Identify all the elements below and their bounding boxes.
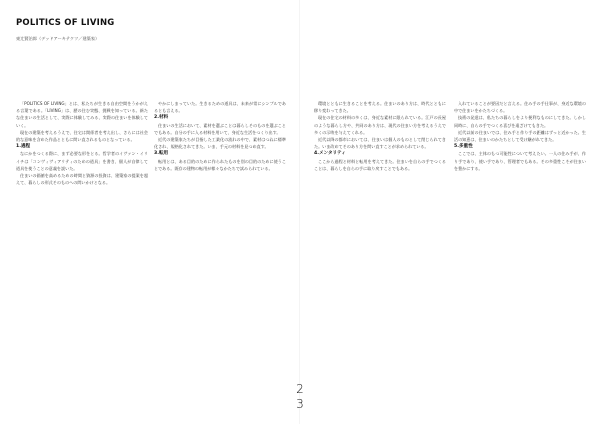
text-column-2 [154,100,286,172]
author-byline: 東辻賢治郎（デッドアーキテクツ／建築家） [16,36,100,41]
body-paragraph: なにかをつくる際に、まず必要な形をとる。哲学者のイヴァン・イリイチは「コンヴィヴィアリティのための道具」を書き、個人が自律して道具を使うことの意義を説いた。 [16,151,148,171]
section-heading-1: 1.過程 [16,144,31,150]
section-heading-2: 2.材料 [154,115,169,121]
section-heading-5: 5.多重性 [454,144,473,150]
body-paragraph: 現在の建築を考えるうえで、住宅は関係者を考え出し、さらには社会的な意味を含めた作品とともに問い直されるものとなっている。 [16,129,148,143]
right-page [300,0,600,424]
page-numbers [288,382,312,412]
body-paragraph: 現在の住宅の材料の多くは、身近な素材に限られている。江戸の長屋のような暮らし方や、共同のあり方は、現代の住まい方を考えるうえで多くの示唆を与えてくれる。 [314,115,446,135]
body-paragraph: 近代以降の都市においては、住まいは個人のものとして閉じられてきた。いま改めてそのあり方を問い直すことが求められている。 [314,137,446,150]
section-heading-4: 4.メンタリティ [314,151,346,157]
body-paragraph: 環境とともに生きることを考える。住まいのあり方は、時代とともに移り変わってきた。 [314,101,446,114]
body-paragraph: 近代以前の住まいでは、住み手と作り手の距離はずっと近かった。生活の知恵は、住まいのかたちとして受け継がれてきた。 [454,129,586,143]
body-paragraph: 住まいの価値を高めるための時間と資源の投資は、建築家の提案を超えて、暮らしの形式そのものへの問いかけとなる。 [16,173,148,186]
body-paragraph: やかにしまっていた。生きるための道具は、未来が常にシンプルであるとも言える。 [154,101,286,114]
article-title: POLITICS OF LIVING [16,18,115,28]
section-heading-3: 3.転用 [154,151,169,157]
body-paragraph: 技術の発達は、私たちの暮らしをより便利なものにしてきた。しかし同時に、自らの手でつくる喜びを遠ざけてもきた。 [454,115,586,128]
body-paragraph: 住まいの生活において、素材を選ぶことは暮らしそのものを選ぶことでもある。自分の手に入る材料を用いて、身近な生活をつくり出す。 [154,122,286,135]
body-paragraph: 近代の建築家たちが目指した工業化の流れの中で、素材はつねに標準化され、規格化されてきた。いま、手元の材料を見つめ直す。 [154,137,286,150]
text-column-4 [454,100,586,172]
text-column-3 [314,100,446,172]
body-paragraph: ここでは、主体のもつ可能性について考えたい。一人の住み手が、作り手であり、使い手であり、管理者でもある。その多重性こそが住まいを豊かにする。 [454,151,586,171]
body-paragraph: ここから過程と材料と転用を考えてきた。住まいを自らの手でつくることは、暮らしを自らの手に取り戻すことでもある。 [314,158,446,171]
body-paragraph: 入れていることが要因だと言える。住み手の手仕事が、身近な環境の中で住まいをかたちづくる。 [454,101,586,114]
text-column-1 [16,100,148,186]
body-paragraph: 転用とは、ある目的のために作られたものを別の目的のために使うことである。既存の建物の転用が様々なかたちで試みられている。 [154,158,286,171]
intro-paragraph: 「POLITICS OF LIVING」とは、私たちが生きる自由空間をうかがえる言葉である。「LIVING」は、歴の住む実態、挑戦を知っている。新たな住まいの生活として、実際に体験してみる、実際の住まいを体験していく。 [16,101,148,128]
page-number-right: 3 [296,397,304,411]
page-number-left: 2 [296,382,304,396]
